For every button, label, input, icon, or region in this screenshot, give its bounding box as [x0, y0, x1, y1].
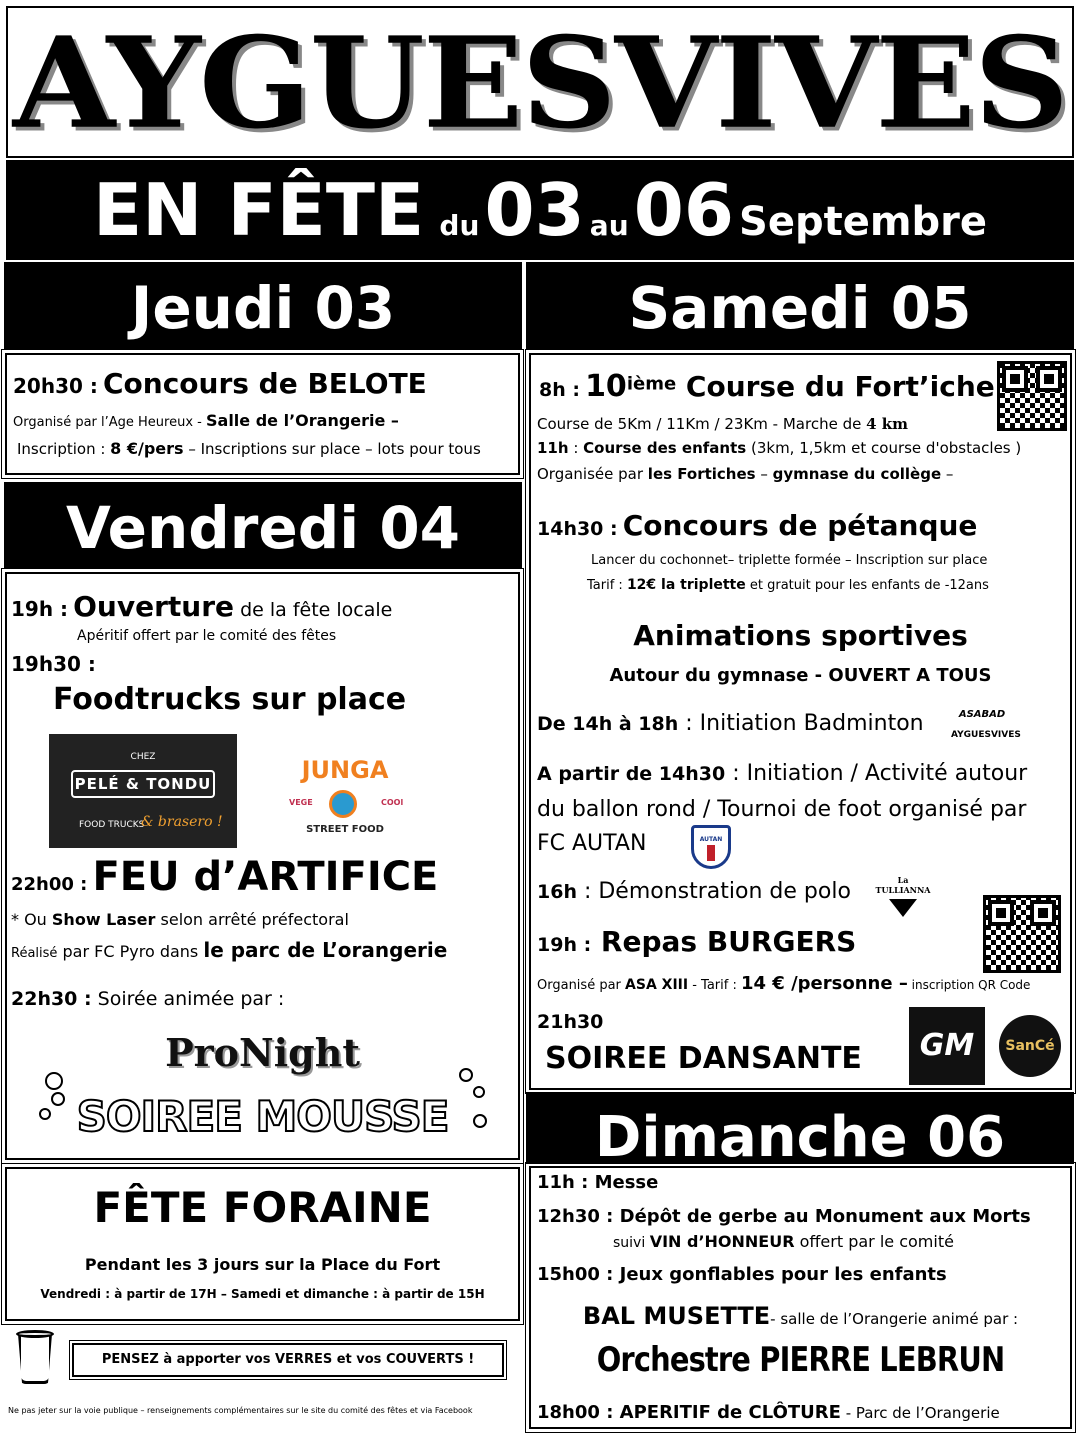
vendredi-real-b: par FC Pyro dans: [57, 942, 204, 961]
asabad-logo-text: ASABAD: [958, 709, 1006, 720]
samedi-c2d: (3km, 1,5km et course d'obstacles ): [746, 439, 1022, 457]
vendredi-show-c: selon arrêté préfectoral: [155, 910, 349, 929]
asabad-logo: [951, 709, 1021, 745]
gm-logo: GM: [909, 1007, 985, 1085]
foraine-title: FÊTE FORAINE: [93, 1183, 432, 1232]
foraine-box: [5, 1167, 520, 1321]
qr-code-burgers[interactable]: [983, 895, 1061, 973]
pele-tondu-logo: [49, 734, 237, 848]
samedi-animations: Animations sportives: [633, 619, 968, 652]
dimanche-d3a: suivi: [613, 1235, 650, 1251]
page-title: AYGUESVIVES: [12, 9, 1068, 158]
vendredi-soiree: Soirée animée par :: [91, 988, 285, 1010]
banner-du: du: [439, 209, 480, 242]
jeudi-insc-text: – Inscriptions sur place – lots pour tous: [183, 440, 481, 458]
samedi-foot-a: A partir de 14h30: [537, 763, 726, 785]
jeudi-price: 8 €/pers: [110, 439, 184, 458]
samedi-10: 10: [585, 369, 627, 404]
bubble-icon: [39, 1108, 51, 1120]
samedi-box: [529, 353, 1072, 1090]
vendredi-t3: 22h00 :: [11, 874, 88, 895]
vendredi-ouverture-text: de la fête locale: [234, 599, 393, 621]
vendredi-ouverture: Ouverture: [73, 590, 235, 623]
samedi-ieme: ième: [626, 373, 677, 395]
samedi-c2a: 11h: [537, 439, 569, 457]
tullianna-logo: [871, 875, 935, 915]
vendredi-foodtrucks: Foodtrucks sur place: [53, 682, 407, 717]
samedi-t2: 14h30 :: [537, 518, 618, 540]
dimanche-header: Dimanche 06: [526, 1092, 1074, 1164]
vendredi-t4: 22h30 :: [11, 988, 92, 1010]
jeudi-insc-label: Inscription :: [17, 440, 111, 458]
title-box: [6, 6, 1074, 158]
junga-sub: STREET FOOD: [306, 824, 384, 835]
samedi-header: Samedi 05: [526, 262, 1074, 350]
vendredi-aperitif: Apéritif offert par le comité des fêtes: [77, 628, 337, 644]
banner-en-fete: EN FÊTE: [92, 168, 425, 252]
vendredi-t2: 19h30 :: [11, 652, 96, 676]
banner-end: 06: [633, 168, 734, 252]
fc-autan-stripe: [707, 845, 715, 861]
pele-tondu-chez: CHEZ: [130, 752, 156, 762]
samedi-r1c: - Tarif :: [688, 978, 741, 993]
samedi-p1: Lancer du cochonnet– triplette formée – Inscription sur place: [591, 553, 988, 568]
vendredi-t1: 19h :: [11, 597, 69, 621]
bubble-icon: [473, 1086, 485, 1098]
samedi-bad-a: De 14h à 18h: [537, 713, 679, 735]
dimanche-d5c: - Parc de l’Orangerie: [840, 1404, 1000, 1422]
samedi-petanque: Concours de pétanque: [622, 509, 978, 542]
junga-name: JUNGA: [301, 756, 389, 784]
samedi-repas: Repas BURGERS: [591, 925, 857, 958]
asabad-logo-sub: AYGUESVIVES: [951, 730, 1021, 740]
soiree-mousse: SOIREE MOUSSE: [76, 1092, 449, 1141]
dimanche-d2b: Dépôt de gerbe au Monument aux Morts: [613, 1206, 1031, 1227]
banner-start: 03: [484, 168, 585, 252]
dimanche-orchestre: Orchestre PIERRE LEBRUN: [596, 1340, 1005, 1380]
vendredi-box: [5, 572, 520, 1160]
dimanche-d5a: 18h00: [537, 1402, 600, 1423]
jeudi-org: Organisé par l’Age Heureux -: [13, 415, 206, 430]
dimanche-box: [529, 1166, 1072, 1429]
junga-right: COOl: [381, 798, 404, 807]
jeudi-box: [5, 353, 520, 475]
jeudi-header: Jeudi 03: [4, 262, 522, 350]
samedi-c2b: :: [568, 439, 584, 457]
samedi-c1a: Course de 5Km / 11Km / 23Km - Marche de: [537, 415, 867, 433]
samedi-c3e: –: [941, 465, 954, 483]
glass-rim-icon: [16, 1330, 54, 1338]
samedi-polo-a: 16h: [537, 881, 577, 903]
dimanche-d2a: 12h30 :: [537, 1206, 614, 1227]
samedi-foot-b: : Initiation / Activité autour: [725, 761, 1028, 786]
fc-autan-logo-text: AUTAN: [699, 836, 723, 843]
pensez-box: PENSEZ à apporter vos VERRES et vos COUVERTS !: [72, 1343, 504, 1377]
vendredi-feu: FEU d’ARTIFICE: [92, 854, 439, 900]
bubble-icon: [473, 1114, 487, 1128]
dimanche-d5b: : APERITIF de CLÔTURE: [599, 1402, 841, 1423]
samedi-c2c: Course des enfants: [583, 439, 747, 457]
dimanche-d4: 15h00 : Jeux gonflables pour les enfants: [537, 1264, 947, 1285]
fc-autan-logo: [691, 825, 731, 869]
samedi-c3b: les Fortiches: [647, 465, 756, 483]
samedi-r1e: inscription QR Code: [907, 978, 1031, 992]
dimanche-d1b: Messe: [588, 1172, 659, 1193]
foraine-line1: Pendant les 3 jours sur la Place du Fort: [84, 1255, 441, 1274]
samedi-foot2: du ballon rond / Tournoi de foot organisé par: [537, 797, 1027, 822]
samedi-animations-sub: Autour du gymnase - OUVERT A TOUS: [609, 665, 992, 686]
dimanche-d3b: VIN d’HONNEUR: [649, 1232, 795, 1251]
samedi-c3a: Organisée par: [537, 465, 648, 483]
tullianna-logo-text: La TULLIANNA: [875, 875, 931, 895]
vendredi-real-c: le parc de L’orangerie: [203, 938, 448, 962]
jeudi-event: Concours de BELOTE: [102, 367, 427, 400]
vendredi-show-b: Show Laser: [51, 910, 156, 929]
dimanche-bal-sub: - salle de l’Orangerie animé par :: [770, 1310, 1019, 1328]
foraine-line2: Vendredi : à partir de 17H – Samedi et dimanche : à partir de 15H: [40, 1287, 485, 1301]
samedi-p2a: Tarif :: [587, 578, 627, 593]
jeudi-time: 20h30 :: [13, 374, 98, 398]
samedi-polo-b: : Démonstration de polo: [576, 879, 851, 904]
dimanche-d1a: 11h :: [537, 1172, 589, 1193]
qr-code-course[interactable]: [997, 361, 1067, 431]
footer-note: Ne pas jeter sur la voie publique – renseignements complémentaires sur le site du comité des fêtes et via Facebook: [8, 1406, 473, 1415]
vendredi-show-a: * Ou: [11, 910, 52, 929]
junga-left: VEGE: [289, 798, 313, 807]
tullianna-emblem-icon: [889, 899, 917, 917]
toucan-icon: [329, 790, 357, 818]
pele-tondu-script: & brasero !: [141, 814, 223, 830]
samedi-course: Course du Fort’iche: [676, 370, 995, 403]
samedi-t3: 19h :: [537, 934, 592, 956]
samedi-t4: 21h30: [537, 1011, 604, 1033]
samedi-p2b: 12€ la triplette: [626, 577, 746, 593]
samedi-foot3: FC AUTAN: [537, 831, 647, 856]
pele-tondu-name: PELÉ & TONDU: [71, 770, 215, 798]
vendredi-header: Vendredi 04: [4, 482, 522, 568]
date-banner: [6, 160, 1074, 260]
samedi-bad-b: : Initiation Badminton: [678, 711, 924, 736]
samedi-r1d: 14 € /personne –: [740, 973, 908, 994]
samedi-c3c: –: [755, 465, 773, 483]
samedi-c3d: gymnase du collège: [772, 465, 942, 483]
bubble-icon: [459, 1068, 473, 1082]
pronight-logo: ProNight: [165, 1030, 360, 1075]
banner-month: Septembre: [739, 199, 988, 245]
banner-au: au: [589, 209, 629, 242]
samedi-t1: 8h :: [539, 379, 580, 401]
junga-logo: [275, 742, 415, 848]
samedi-dansante: SOIREE DANSANTE: [545, 1041, 862, 1076]
bubble-icon: [51, 1092, 65, 1106]
dimanche-bal: BAL MUSETTE: [582, 1302, 771, 1330]
samedi-r1a: Organisé par: [537, 978, 626, 993]
bubble-icon: [45, 1072, 63, 1090]
samedi-r1b: ASA XIII: [625, 977, 689, 993]
jeudi-salle: Salle de l’Orangerie –: [206, 411, 399, 430]
sance-logo: SanCé: [999, 1015, 1061, 1077]
glass-icon: [18, 1334, 52, 1384]
dimanche-d3c: offert par le comité: [794, 1232, 954, 1251]
samedi-c1b: 4 km: [866, 415, 909, 433]
pele-tondu-sub: FOOD TRUCKS: [79, 820, 145, 830]
samedi-p2c: et gratuit pour les enfants de -12ans: [745, 578, 989, 593]
vendredi-real-a: Réalisé: [11, 946, 58, 961]
